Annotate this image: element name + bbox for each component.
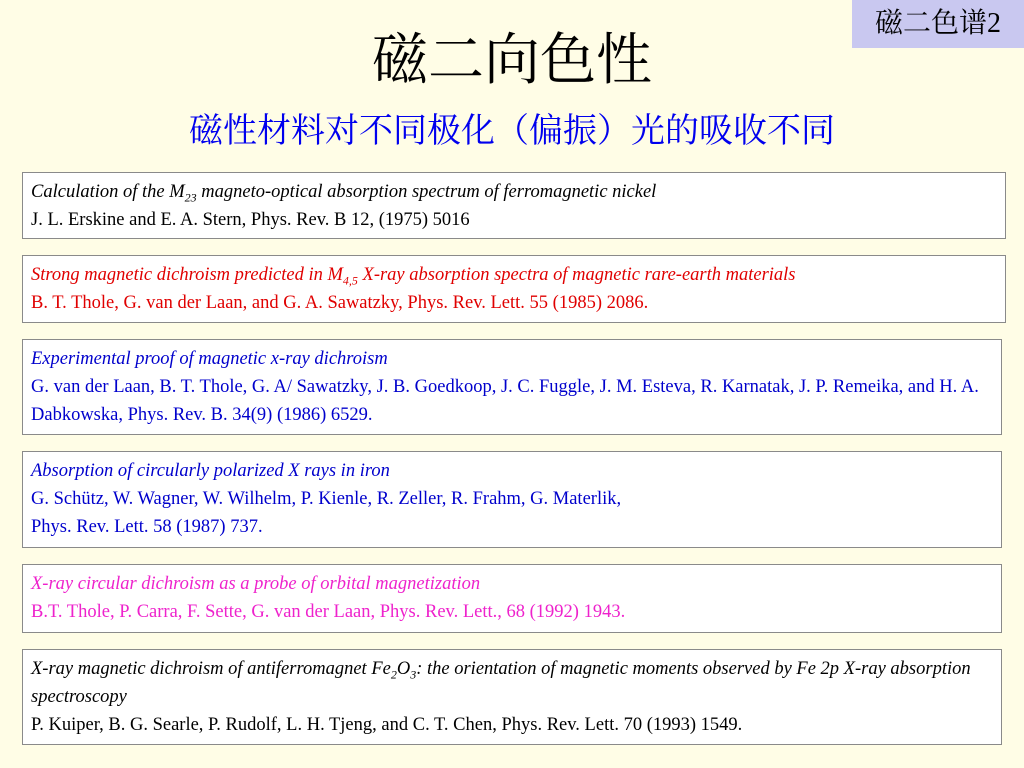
reference-title: X-ray magnetic dichroism of antiferromagnet $Fe_2O_3$: the orientation of magnetic moments observed by Fe 2p X-ray absorption spectroscopy xyxy=(31,659,971,707)
reference-title: Experimental proof of magnetic x-ray dichroism xyxy=(31,349,388,369)
reference-title: Calculation of the $M_{23}$ magneto-optical absorption spectrum of ferromagnetic nickel xyxy=(31,182,657,205)
reference-box-5 xyxy=(22,564,1002,633)
reference-box-2 xyxy=(22,255,1006,323)
reference-authors: G. van der Laan, B. T. Thole, G. A/ Sawatzky, J. B. Goedkoop, J. C. Fuggle, J. M. Esteva, R. Karnatak, J. P. Remeika, and H. A. Dabkowska, Phys. Rev. B. 34(9) (1986) 6529. xyxy=(31,377,979,425)
reference-authors: P. Kuiper, B. G. Searle, P. Rudolf, L. H. Tjeng, and C. T. Chen, Phys. Rev. Lett. 70 (1993) 1549. xyxy=(31,715,743,735)
page-subtitle: 磁性材料对不同极化（偏振）光的吸收不同 xyxy=(189,113,835,150)
reference-title: Strong magnetic dichroism predicted in $M_{4,5}$ X-ray absorption spectra of magnetic rare-earth materials xyxy=(31,265,796,288)
reference-authors: J. L. Erskine and E. A. Stern, Phys. Rev. B 12, (1975) 5016 xyxy=(31,210,470,230)
reference-title: X-ray circular dichroism as a probe of orbital magnetization xyxy=(31,574,481,594)
reference-title: Absorption of circularly polarized X rays in iron xyxy=(31,461,390,481)
reference-box-1 xyxy=(22,172,1006,239)
reference-authors-line1: G. Schütz, W. Wagner, W. Wilhelm, P. Kienle, R. Zeller, R. Frahm, G. Materlik, xyxy=(31,489,622,509)
slide-tag: 磁二色谱2 xyxy=(852,0,1024,48)
page-title: 磁二向色性 xyxy=(372,30,652,92)
reference-authors-line2: Phys. Rev. Lett. 58 (1987) 737. xyxy=(31,517,263,537)
reference-box-6 xyxy=(22,649,1002,745)
reference-box-4 xyxy=(22,451,1002,548)
reference-authors: B. T. Thole, G. van der Laan, and G. A. Sawatzky, Phys. Rev. Lett. 55 (1985) 2086. xyxy=(31,293,649,313)
reference-authors: B.T. Thole, P. Carra, F. Sette, G. van der Laan, Phys. Rev. Lett., 68 (1992) 1943. xyxy=(31,602,626,622)
reference-box-3 xyxy=(22,339,1002,435)
